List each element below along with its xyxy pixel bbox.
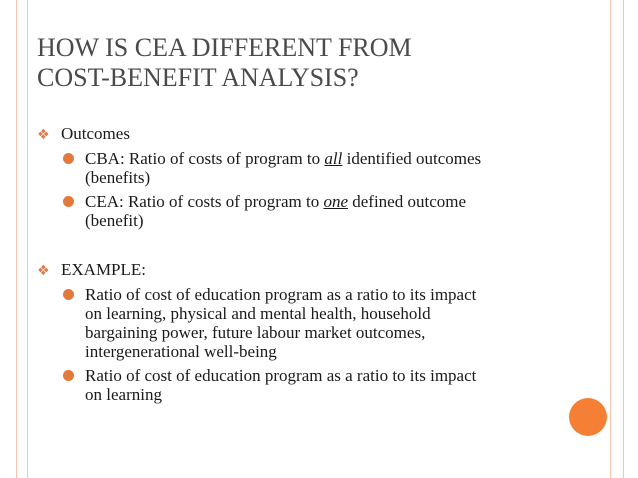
slide-title	[37, 33, 557, 93]
emphasis-all: all	[324, 149, 343, 168]
filled-circle-bullet-icon	[63, 153, 74, 164]
bullet-outcomes	[37, 124, 597, 144]
title-line-2: COST-BENEFIT ANALYSIS?	[37, 63, 359, 92]
sub-bullet-cea	[37, 192, 597, 230]
sub-bullet-example-1	[37, 285, 597, 361]
sub-bullet-text-line1: Ratio of cost of education program as a ratio to its impact	[85, 366, 477, 385]
sub-bullet-text-before: CBA: Ratio of costs of program to	[85, 149, 325, 168]
filled-circle-bullet-icon	[63, 370, 74, 381]
diamond-bullet-icon: ❖	[37, 127, 50, 143]
sub-bullet-text-line3: bargaining power, future labour market outcomes,	[85, 323, 426, 342]
emphasis-one: one	[323, 192, 348, 211]
orange-circle-decoration	[569, 398, 607, 436]
sub-bullet-text-line2: on learning, physical and mental health, household	[85, 304, 431, 323]
bullet-text: EXAMPLE:	[61, 260, 146, 279]
bullet-text: Outcomes	[61, 124, 130, 143]
diamond-bullet-icon: ❖	[37, 263, 50, 279]
sub-bullet-text-after: defined outcome	[348, 192, 467, 211]
sub-bullet-cba	[37, 149, 597, 187]
filled-circle-bullet-icon	[63, 196, 74, 207]
sub-bullet-text-before: CEA: Ratio of costs of program to	[85, 192, 324, 211]
sub-bullet-example-2	[37, 366, 597, 404]
right-frame-lines	[610, 0, 624, 478]
sub-bullet-text-line2: (benefits)	[85, 168, 151, 187]
left-frame-lines	[16, 0, 28, 478]
sub-bullet-text-after: identified outcomes	[342, 149, 482, 168]
sub-bullet-text-line2: on learning	[85, 385, 162, 404]
filled-circle-bullet-icon	[63, 289, 74, 300]
slide-body	[37, 124, 597, 404]
sub-bullet-text-line1: Ratio of cost of education program as a ratio to its impact	[85, 285, 477, 304]
title-line-1: HOW IS CEA DIFFERENT FROM	[37, 33, 412, 62]
sub-bullet-text-line4: intergenerational well-being	[85, 342, 277, 361]
sub-bullet-text-line2: (benefit)	[85, 211, 144, 230]
bullet-example	[37, 260, 597, 280]
